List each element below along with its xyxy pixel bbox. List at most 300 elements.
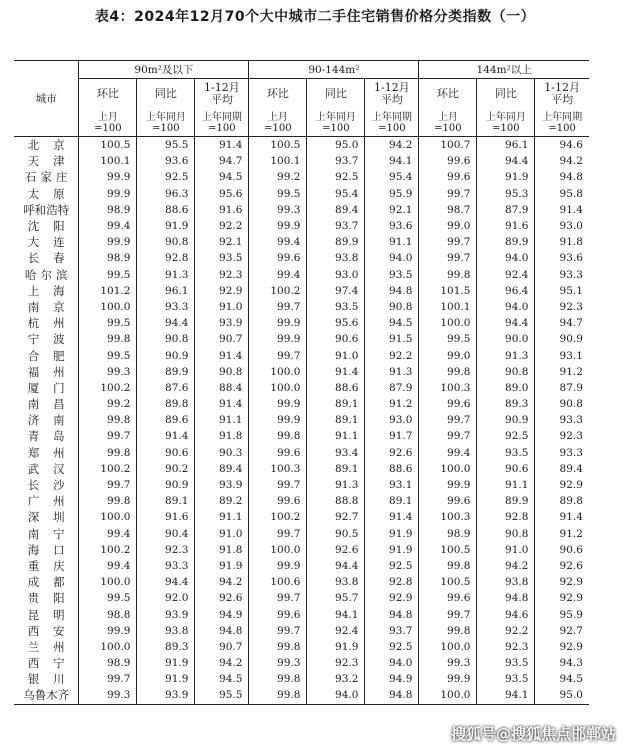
index-value: 91.0 (195, 299, 249, 315)
index-value: 90.8 (477, 364, 535, 380)
index-value: 99.9 (249, 396, 307, 412)
index-value: 94.6 (535, 137, 589, 154)
index-value: 99.9 (249, 331, 307, 347)
index-value: 99.9 (249, 315, 307, 331)
index-value: 89.3 (477, 396, 535, 412)
index-value: 100.0 (249, 380, 307, 396)
city-name: 长春 (27, 251, 79, 266)
index-value: 99.2 (79, 396, 137, 412)
index-value: 99.3 (249, 655, 307, 671)
table-row (14, 250, 589, 266)
index-value: 100.3 (249, 461, 307, 477)
index-value: 99.9 (419, 477, 477, 493)
table-body (14, 137, 589, 705)
index-value: 94.0 (307, 687, 365, 704)
base-header: 上年同月 =100 (307, 109, 365, 137)
index-value: 93.9 (195, 315, 249, 331)
index-value: 96.3 (137, 186, 195, 202)
index-value: 91.8 (195, 542, 249, 558)
index-value: 89.8 (137, 396, 195, 412)
index-value: 99.8 (419, 623, 477, 639)
index-value: 90.6 (137, 445, 195, 461)
index-value: 95.0 (535, 687, 589, 704)
table-row (14, 493, 589, 509)
index-value: 100.2 (249, 283, 307, 299)
city-header: 城市 (14, 61, 79, 137)
table-row (14, 153, 589, 169)
city-name: 南京 (27, 299, 79, 314)
index-value: 99.7 (249, 623, 307, 639)
index-value: 91.0 (477, 542, 535, 558)
city-name: 沈阳 (27, 219, 79, 234)
table-row (14, 428, 589, 444)
index-value: 99.6 (419, 153, 477, 169)
index-value: 95.9 (365, 186, 419, 202)
index-value: 89.3 (137, 639, 195, 655)
base-header: 上年同月 =100 (137, 109, 195, 137)
index-value: 94.5 (195, 671, 249, 687)
table-header (14, 61, 589, 137)
index-value: 93.3 (535, 445, 589, 461)
index-value: 93.9 (137, 606, 195, 622)
index-value: 92.0 (137, 590, 195, 606)
index-value: 94.5 (195, 169, 249, 185)
index-value: 100.7 (419, 137, 477, 154)
table-row (14, 315, 589, 331)
index-value: 88.8 (307, 493, 365, 509)
index-value: 99.8 (79, 412, 137, 428)
index-value: 91.9 (195, 558, 249, 574)
index-value: 99.3 (419, 655, 477, 671)
index-value: 93.0 (535, 218, 589, 234)
index-value: 100.0 (79, 574, 137, 590)
index-value: 99.6 (419, 493, 477, 509)
index-value: 98.7 (419, 202, 477, 218)
index-value: 100.3 (419, 509, 477, 525)
table-row (14, 412, 589, 428)
index-value: 94.6 (477, 606, 535, 622)
index-value: 93.3 (137, 299, 195, 315)
index-value: 92.9 (535, 477, 589, 493)
index-value: 98.9 (79, 250, 137, 266)
city-name: 上海 (27, 283, 79, 298)
index-value: 99.7 (249, 526, 307, 542)
index-value: 94.2 (195, 655, 249, 671)
city-name: 昆明 (27, 607, 79, 622)
table-row (14, 623, 589, 639)
index-value: 91.6 (477, 218, 535, 234)
city-name: 石家庄 (24, 170, 72, 185)
index-value: 90.7 (195, 639, 249, 655)
city-name: 呼和浩特 (23, 202, 70, 217)
index-value: 89.0 (477, 380, 535, 396)
index-value: 93.5 (307, 299, 365, 315)
index-value: 91.0 (195, 526, 249, 542)
index-value: 100.0 (419, 639, 477, 655)
index-value: 90.8 (477, 526, 535, 542)
table-row (14, 137, 589, 154)
index-value: 99.7 (419, 428, 477, 444)
index-value: 89.4 (195, 461, 249, 477)
index-value: 90.8 (137, 234, 195, 250)
index-value: 100.0 (419, 315, 477, 331)
table-row (14, 364, 589, 380)
index-value: 92.5 (307, 169, 365, 185)
table-row (14, 671, 589, 687)
city-name: 合肥 (27, 348, 79, 363)
watermark: 搜狐号@搜狐焦点邯郸站 (450, 725, 616, 743)
index-value: 93.9 (137, 687, 195, 704)
city-name: 南宁 (27, 526, 79, 541)
index-value: 94.0 (477, 299, 535, 315)
index-value: 91.1 (365, 234, 419, 250)
index-value: 94.2 (535, 153, 589, 169)
index-value: 92.1 (365, 202, 419, 218)
index-value: 99.5 (79, 590, 137, 606)
index-value: 91.4 (195, 347, 249, 363)
index-value: 92.5 (365, 558, 419, 574)
index-value: 93.6 (535, 250, 589, 266)
index-value: 92.6 (365, 445, 419, 461)
index-value: 90.8 (137, 331, 195, 347)
table-row (14, 234, 589, 250)
index-value: 93.8 (137, 623, 195, 639)
table-row (14, 542, 589, 558)
city-name: 厦门 (27, 380, 79, 395)
city-name: 太原 (27, 186, 79, 201)
index-value: 99.8 (79, 493, 137, 509)
index-value: 93.8 (307, 250, 365, 266)
index-value: 92.8 (365, 574, 419, 590)
sub-header: 环比 (79, 79, 137, 110)
index-value: 91.9 (137, 218, 195, 234)
index-value: 93.3 (535, 267, 589, 283)
index-value: 91.6 (195, 202, 249, 218)
index-value: 95.0 (307, 137, 365, 154)
index-value: 90.0 (477, 331, 535, 347)
index-value: 99.8 (419, 558, 477, 574)
index-value: 93.4 (307, 445, 365, 461)
index-value: 91.8 (195, 428, 249, 444)
city-name: 长沙 (27, 478, 79, 493)
index-value: 92.3 (307, 655, 365, 671)
base-header: 上年同期 =100 (365, 109, 419, 137)
index-value: 96.1 (137, 283, 195, 299)
table-row (14, 347, 589, 363)
index-value: 95.1 (535, 283, 589, 299)
city-name: 郑州 (27, 445, 79, 460)
index-value: 99.6 (419, 396, 477, 412)
index-value: 92.4 (307, 623, 365, 639)
index-value: 99.7 (249, 299, 307, 315)
index-value: 90.9 (535, 331, 589, 347)
index-value: 93.5 (477, 655, 535, 671)
index-value: 90.9 (137, 477, 195, 493)
sub-header: 1-12月 平均 (535, 79, 589, 110)
index-value: 100.5 (249, 137, 307, 154)
table-row (14, 590, 589, 606)
index-value: 89.6 (137, 412, 195, 428)
index-value: 92.2 (477, 623, 535, 639)
table-row (14, 186, 589, 202)
index-value: 99.9 (419, 671, 477, 687)
index-value: 91.1 (195, 412, 249, 428)
index-value: 100.2 (79, 542, 137, 558)
index-value: 89.4 (535, 461, 589, 477)
index-value: 88.6 (307, 380, 365, 396)
index-value: 91.4 (535, 202, 589, 218)
index-value: 92.9 (365, 590, 419, 606)
city-name: 宁波 (27, 332, 79, 347)
group-header-small: 90m²及以下 (79, 61, 249, 79)
base-header: 上年同月 =100 (477, 109, 535, 137)
index-value: 91.6 (137, 509, 195, 525)
index-value: 90.9 (137, 347, 195, 363)
index-value: 94.0 (365, 250, 419, 266)
index-value: 91.4 (307, 364, 365, 380)
index-value: 89.1 (307, 396, 365, 412)
index-value: 90.5 (307, 526, 365, 542)
index-value: 93.2 (307, 671, 365, 687)
index-value: 90.2 (137, 461, 195, 477)
index-value: 90.8 (365, 299, 419, 315)
table-row (14, 299, 589, 315)
index-value: 98.9 (79, 655, 137, 671)
index-value: 94.4 (477, 153, 535, 169)
price-index-table (14, 60, 589, 705)
index-value: 91.3 (307, 477, 365, 493)
base-header: 上月 =100 (79, 109, 137, 137)
index-value: 89.9 (137, 364, 195, 380)
index-value: 99.0 (419, 218, 477, 234)
table-row (14, 202, 589, 218)
city-name: 成都 (27, 575, 79, 590)
sub-header: 同比 (137, 79, 195, 110)
city-name: 乌鲁木齐 (14, 687, 79, 704)
sub-header: 环比 (419, 79, 477, 110)
index-value: 92.5 (477, 428, 535, 444)
index-value: 90.3 (195, 445, 249, 461)
index-value: 94.2 (195, 574, 249, 590)
index-value: 92.3 (477, 639, 535, 655)
index-value: 87.9 (535, 380, 589, 396)
index-value: 99.6 (249, 250, 307, 266)
index-value: 99.3 (249, 202, 307, 218)
index-value: 99.6 (249, 493, 307, 509)
index-value: 93.7 (307, 218, 365, 234)
index-value: 93.8 (477, 574, 535, 590)
index-value: 91.1 (477, 477, 535, 493)
index-value: 93.0 (307, 267, 365, 283)
index-value: 89.9 (477, 493, 535, 509)
index-value: 92.2 (365, 347, 419, 363)
index-value: 100.0 (79, 639, 137, 655)
index-value: 98.8 (79, 606, 137, 622)
index-value: 91.2 (365, 396, 419, 412)
city-name: 济南 (27, 413, 79, 428)
table-row (14, 639, 589, 655)
index-value: 100.1 (249, 153, 307, 169)
index-value: 94.8 (365, 687, 419, 704)
index-value: 100.6 (249, 574, 307, 590)
index-value: 91.4 (365, 509, 419, 525)
index-value: 99.5 (249, 186, 307, 202)
city-name: 青岛 (27, 429, 79, 444)
index-value: 95.4 (365, 169, 419, 185)
index-value: 94.4 (137, 574, 195, 590)
city-name: 哈尔滨 (24, 267, 72, 282)
index-value: 100.2 (79, 461, 137, 477)
index-value: 99.7 (419, 412, 477, 428)
index-value: 89.1 (137, 493, 195, 509)
table-row (14, 169, 589, 185)
index-value: 93.5 (477, 445, 535, 461)
table-row (14, 509, 589, 525)
city-name: 福州 (27, 364, 79, 379)
index-value: 99.4 (249, 234, 307, 250)
index-value: 99.3 (79, 687, 137, 704)
index-value: 94.7 (535, 315, 589, 331)
index-value: 89.1 (365, 493, 419, 509)
index-value: 100.5 (419, 542, 477, 558)
index-value: 89.2 (195, 493, 249, 509)
index-value: 90.8 (535, 396, 589, 412)
index-value: 92.5 (137, 169, 195, 185)
base-header: 上月 =100 (249, 109, 307, 137)
index-value: 93.3 (535, 412, 589, 428)
index-value: 93.1 (365, 477, 419, 493)
index-value: 91.3 (137, 267, 195, 283)
index-value: 94.3 (535, 655, 589, 671)
index-value: 100.2 (249, 509, 307, 525)
index-value: 92.8 (477, 509, 535, 525)
index-value: 90.6 (307, 331, 365, 347)
index-value: 96.4 (477, 283, 535, 299)
index-value: 94.5 (535, 671, 589, 687)
index-value: 99.4 (419, 445, 477, 461)
city-name: 杭州 (27, 316, 79, 331)
index-value: 92.9 (535, 574, 589, 590)
city-name: 大连 (27, 235, 79, 250)
index-value: 100.0 (249, 542, 307, 558)
table-row (14, 445, 589, 461)
index-value: 99.4 (249, 267, 307, 283)
index-value: 96.1 (477, 137, 535, 154)
city-name: 西宁 (27, 656, 79, 671)
index-value: 92.3 (195, 267, 249, 283)
index-value: 88.4 (195, 380, 249, 396)
index-value: 100.0 (79, 509, 137, 525)
index-value: 98.9 (419, 526, 477, 542)
index-value: 93.9 (195, 477, 249, 493)
index-value: 99.8 (249, 687, 307, 704)
index-value: 100.0 (249, 364, 307, 380)
table-row (14, 477, 589, 493)
index-value: 94.5 (365, 315, 419, 331)
index-value: 94.8 (195, 623, 249, 639)
index-value: 95.5 (195, 687, 249, 704)
sub-header: 同比 (307, 79, 365, 110)
index-value: 94.8 (365, 606, 419, 622)
index-value: 91.9 (365, 526, 419, 542)
index-value: 99.9 (79, 169, 137, 185)
index-value: 95.4 (307, 186, 365, 202)
index-value: 99.6 (419, 590, 477, 606)
index-value: 99.7 (249, 477, 307, 493)
table-row (14, 283, 589, 299)
index-value: 90.7 (195, 331, 249, 347)
index-value: 91.1 (307, 428, 365, 444)
index-value: 91.9 (365, 542, 419, 558)
table-row (14, 606, 589, 622)
index-value: 91.9 (137, 671, 195, 687)
index-value: 89.9 (477, 234, 535, 250)
group-header-mid: 90-144m² (249, 61, 419, 79)
city-name: 深圳 (27, 510, 79, 525)
index-value: 95.7 (307, 590, 365, 606)
index-value: 99.7 (79, 671, 137, 687)
sub-header: 1-12月 平均 (365, 79, 419, 110)
index-value: 99.8 (249, 428, 307, 444)
index-value: 99.7 (419, 234, 477, 250)
base-header: 上年同期 =100 (195, 109, 249, 137)
index-value: 94.0 (477, 250, 535, 266)
index-value: 99.9 (79, 623, 137, 639)
index-value: 92.2 (195, 218, 249, 234)
index-value: 99.7 (249, 590, 307, 606)
index-value: 91.3 (477, 347, 535, 363)
index-value: 91.1 (195, 509, 249, 525)
index-value: 93.7 (365, 623, 419, 639)
city-name: 天津 (27, 154, 79, 169)
index-value: 94.9 (365, 671, 419, 687)
index-value: 99.5 (79, 315, 137, 331)
table-row (14, 687, 589, 704)
index-value: 93.5 (365, 267, 419, 283)
index-value: 94.9 (195, 606, 249, 622)
index-value: 91.4 (195, 137, 249, 154)
index-value: 90.8 (195, 364, 249, 380)
index-value: 92.5 (365, 639, 419, 655)
index-value: 100.0 (419, 461, 477, 477)
index-value: 89.1 (307, 461, 365, 477)
index-value: 100.0 (79, 299, 137, 315)
index-value: 90.6 (477, 461, 535, 477)
index-value: 90.9 (477, 412, 535, 428)
table-row (14, 655, 589, 671)
index-value: 92.1 (195, 234, 249, 250)
index-value: 99.5 (79, 347, 137, 363)
index-value: 91.3 (365, 364, 419, 380)
index-value: 90.6 (535, 542, 589, 558)
table-row (14, 558, 589, 574)
index-value: 93.8 (307, 574, 365, 590)
index-value: 88.6 (137, 202, 195, 218)
index-value: 89.9 (307, 234, 365, 250)
index-value: 100.2 (79, 380, 137, 396)
sub-header: 环比 (249, 79, 307, 110)
index-value: 94.2 (477, 558, 535, 574)
index-value: 94.8 (477, 590, 535, 606)
index-value: 91.5 (365, 331, 419, 347)
index-value: 100.3 (419, 380, 477, 396)
index-value: 87.9 (365, 380, 419, 396)
city-name: 南昌 (27, 397, 79, 412)
table-title: 表4：2024年12月70个大中城市二手住宅销售价格分类指数（一） (94, 9, 536, 25)
city-name: 广州 (27, 494, 79, 509)
index-value: 99.6 (419, 169, 477, 185)
sub-header: 1-12月 平均 (195, 79, 249, 110)
